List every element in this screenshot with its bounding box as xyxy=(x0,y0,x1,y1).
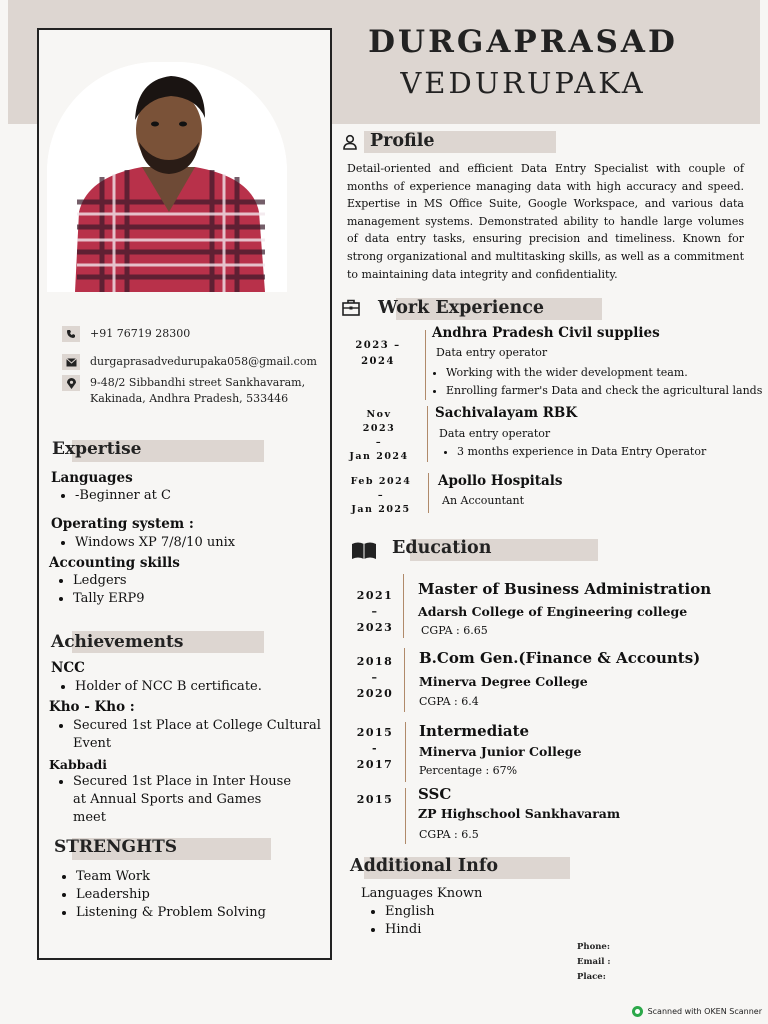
job-date-start: 2023 – xyxy=(355,340,401,351)
address-line-2: Kakinada, Andhra Pradesh, 533446 xyxy=(90,392,289,405)
last-name: VEDURUPAKA xyxy=(400,66,646,100)
edu-score: CGPA : 6.5 xyxy=(419,828,479,841)
kabbadi-list xyxy=(49,773,291,827)
os-label: Operating system : xyxy=(51,516,194,532)
accounting-list xyxy=(49,572,145,608)
edu-institution: Adarsh College of Engineering college xyxy=(418,604,688,619)
edu-to: 2023 xyxy=(356,621,394,634)
job-bullets xyxy=(426,364,762,400)
footer-email-label: Email : xyxy=(577,957,611,967)
os-list xyxy=(51,534,235,552)
contact-address xyxy=(62,375,325,407)
edu-score: Percentage : 67% xyxy=(419,764,518,777)
edu-sep: - xyxy=(371,742,379,755)
contact-phone xyxy=(62,326,190,342)
edu-from: 2015 xyxy=(356,726,394,739)
job-date-start: Nov 2023 xyxy=(362,409,396,434)
kabbadi-label: Kabbadi xyxy=(49,757,108,772)
languages-known-list xyxy=(361,903,435,939)
khokho-label: Kho - Kho : xyxy=(49,699,135,715)
job-bullets xyxy=(437,443,706,461)
additional-title: Additional Info xyxy=(350,856,499,876)
job-date-end: Jan 2024 xyxy=(349,451,409,462)
address xyxy=(90,375,325,407)
list-item: • Ledgers xyxy=(73,572,145,590)
edu-date xyxy=(350,792,400,808)
edu-to: 2017 xyxy=(356,758,394,771)
address-line-1: 9-48/2 Sibbandhi street Sankhavaram, xyxy=(90,376,306,389)
edu-institution: ZP Highschool Sankhavaram xyxy=(418,806,621,821)
achievements-title: Achievements xyxy=(51,632,184,652)
job-date-end: Jan 2025 xyxy=(351,504,411,515)
edu-score: CGPA : 6.65 xyxy=(421,624,488,637)
edu-from: 2015 xyxy=(356,793,394,806)
scanner-watermark xyxy=(632,1006,762,1017)
job-date-sep: – xyxy=(375,437,383,448)
list-item: • Team Work xyxy=(76,868,266,886)
list-item: • Listening & Problem Solving xyxy=(76,904,266,922)
job-date-start: Feb 2024 xyxy=(350,476,412,487)
list-item: • 3 months experience in Data Entry Operator xyxy=(457,443,706,461)
khokho-list xyxy=(49,717,321,753)
timeline-line xyxy=(403,574,404,638)
phone-number: +91 76719 28300 xyxy=(90,327,191,340)
edu-from: 2018 xyxy=(356,655,394,668)
edu-institution: Minerva Junior College xyxy=(419,744,582,759)
edu-date xyxy=(350,725,400,773)
strengths-list xyxy=(52,868,266,922)
ncc-list xyxy=(51,678,262,696)
first-name: DURGAPRASAD xyxy=(368,24,678,60)
job-company: Apollo Hospitals xyxy=(438,473,563,489)
edu-degree: B.Com Gen.(Finance & Accounts) xyxy=(419,649,701,667)
email-address: durgaprasadvedurupaka058@gmail.com xyxy=(90,355,317,368)
languages-label: Languages xyxy=(51,470,133,486)
job-date xyxy=(348,408,410,464)
timeline-line xyxy=(427,406,428,462)
timeline-line xyxy=(428,473,429,513)
phone-icon xyxy=(62,326,80,342)
profile-title: Profile xyxy=(370,131,435,151)
edu-to: 2020 xyxy=(356,687,394,700)
edu-sep: – xyxy=(371,671,379,684)
ncc-label: NCC xyxy=(51,660,85,676)
edu-degree: SSC xyxy=(418,785,452,803)
list-item xyxy=(73,773,291,827)
briefcase-icon xyxy=(342,299,360,320)
kabbadi-line-2: at Annual Sports and Games xyxy=(73,792,262,807)
expertise-title: Expertise xyxy=(52,439,142,459)
job-date xyxy=(350,338,406,370)
languages-known-label: Languages Known xyxy=(361,886,483,901)
edu-from: 2021 xyxy=(356,589,394,602)
kabbadi-line-3: meet xyxy=(73,810,106,825)
job-role: Data entry operator xyxy=(439,427,551,440)
edu-institution: Minerva Degree College xyxy=(419,674,588,689)
edu-degree: Intermediate xyxy=(419,722,530,740)
profile-summary: Detail-oriented and efficient Data Entry Specialist with couple of months of experience managing data with high accuracy and speed. Expertise in MS Office Suite, Google Workspace, and various data management systems. Demonstrated ability to handle large volumes of data entry tasks, ensuring precision and timeliness. Known for strong organizational and multitasking skills, as well as a commitment to maintaining data integrity and confidentiality. xyxy=(347,162,744,281)
education-title: Education xyxy=(392,538,492,558)
list-item: • Windows XP 7/8/10 unix xyxy=(75,534,235,552)
list-item: • Hindi xyxy=(385,921,435,939)
list-item: • English xyxy=(385,903,435,921)
edu-score: CGPA : 6.4 xyxy=(419,695,479,708)
edu-degree: Master of Business Administration xyxy=(418,580,712,598)
job-company: Sachivalayam RBK xyxy=(435,405,578,421)
book-icon xyxy=(351,541,377,563)
footer-phone-label: Phone: xyxy=(577,942,610,952)
work-title: Work Experience xyxy=(378,298,544,318)
list-item xyxy=(73,717,321,753)
edu-sep: – xyxy=(371,605,379,618)
list-item: • Working with the wider development team. xyxy=(446,364,762,382)
accounting-label: Accounting skills xyxy=(49,555,180,571)
job-date xyxy=(350,475,412,517)
edu-date xyxy=(350,654,400,702)
job-date-end: 2024 xyxy=(361,356,395,367)
khokho-line-2: Event xyxy=(73,736,112,751)
profile-photo xyxy=(47,62,287,292)
timeline-line xyxy=(405,788,406,844)
mail-icon xyxy=(62,354,80,370)
list-item: • Tally ERP9 xyxy=(73,590,145,608)
edu-date xyxy=(350,588,400,636)
scanner-logo-icon xyxy=(632,1006,643,1017)
person-icon xyxy=(342,134,358,154)
khokho-line-1: Secured 1st Place at College Cultural xyxy=(73,718,321,733)
location-icon xyxy=(62,375,80,391)
timeline-line xyxy=(405,722,406,782)
list-item: • Enrolling farmer's Data and check the agricultural lands xyxy=(446,382,762,400)
list-item: • Leadership xyxy=(76,886,266,904)
list-item: • -Beginner at C xyxy=(75,487,171,505)
job-company: Andhra Pradesh Civil supplies xyxy=(432,325,660,341)
job-date-sep: – xyxy=(377,490,385,501)
job-role: Data entry operator xyxy=(436,346,548,359)
contact-email xyxy=(62,354,317,370)
scanner-text: Scanned with OKEN Scanner xyxy=(647,1007,762,1016)
list-item: • Holder of NCC B certificate. xyxy=(75,678,262,696)
job-role: An Accountant xyxy=(442,494,525,507)
kabbadi-line-1: Secured 1st Place in Inter House xyxy=(73,774,292,789)
footer-place-label: Place: xyxy=(577,972,606,982)
languages-list xyxy=(51,487,171,505)
timeline-line xyxy=(404,648,405,712)
strengths-title: STRENGHTS xyxy=(54,837,178,857)
